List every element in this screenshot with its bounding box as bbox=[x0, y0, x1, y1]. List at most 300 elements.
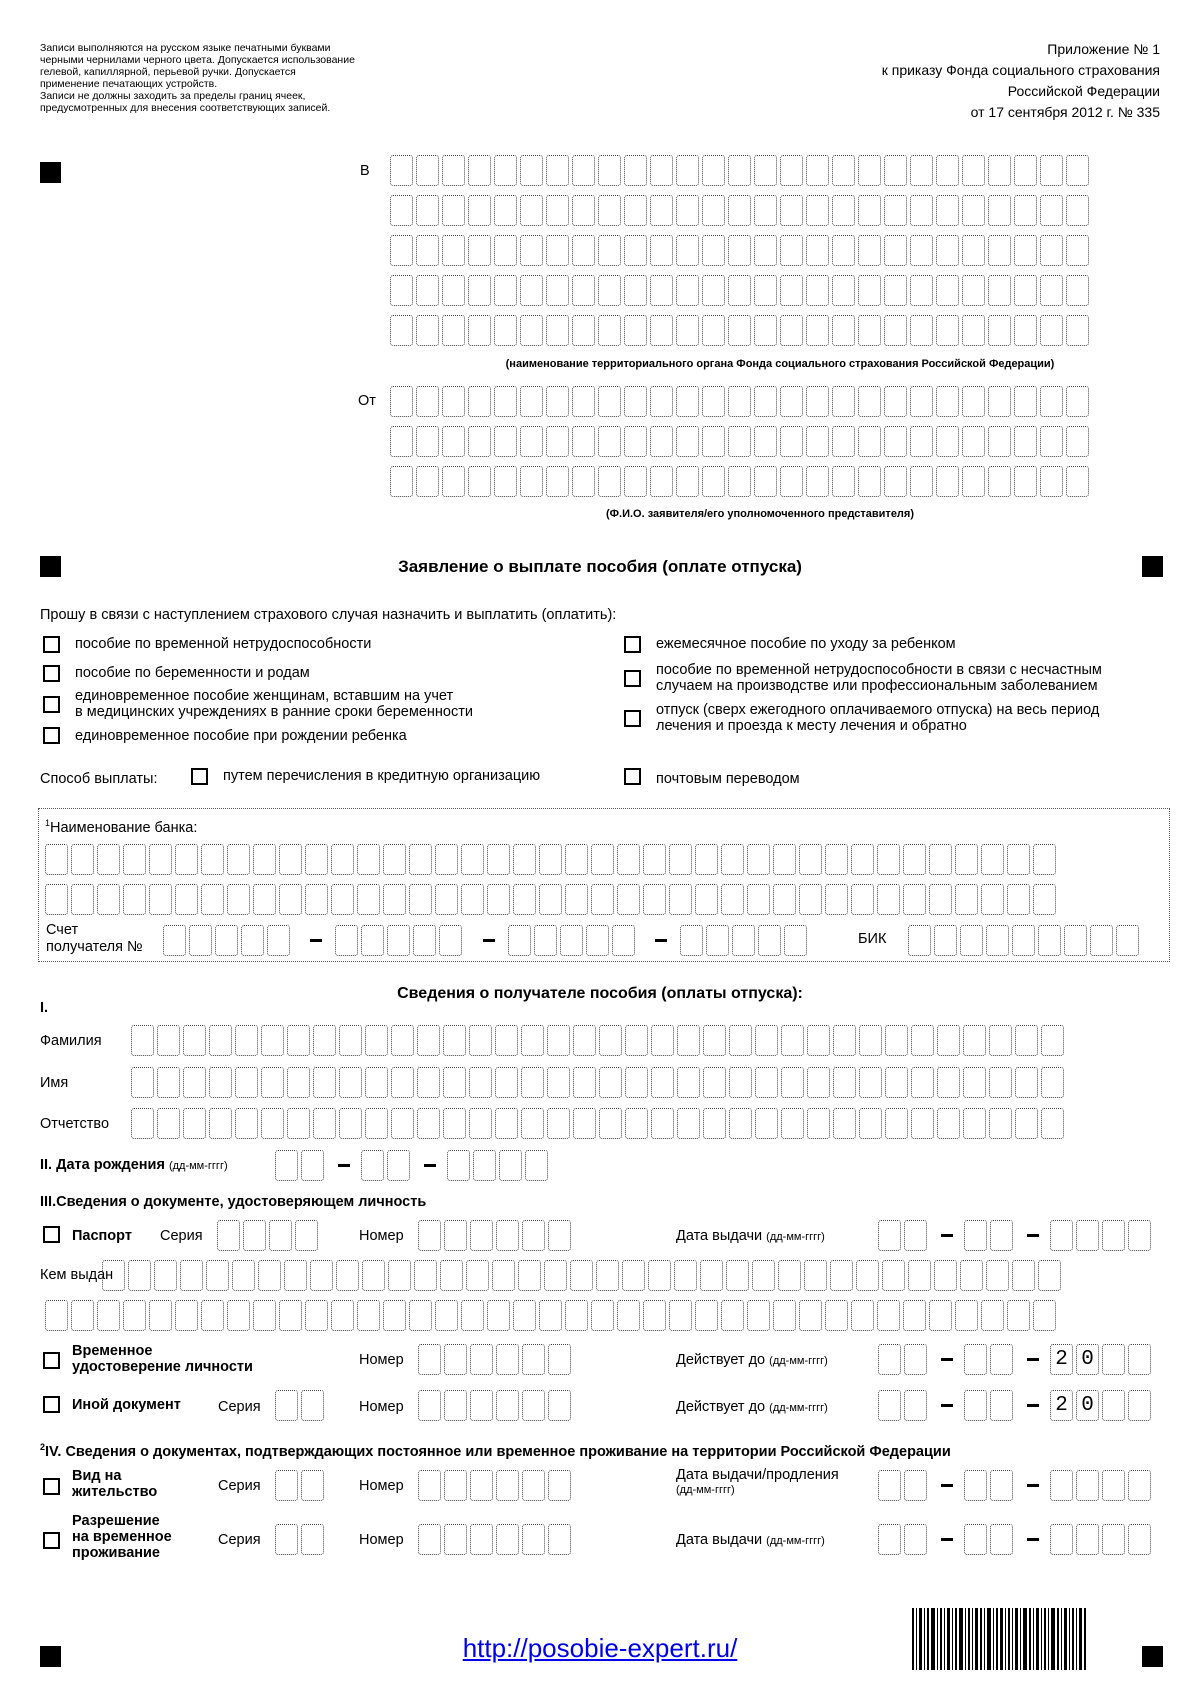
entry-cell[interactable] bbox=[71, 1300, 94, 1331]
entry-cell[interactable] bbox=[964, 1220, 987, 1251]
entry-cell[interactable] bbox=[97, 844, 120, 875]
entry-cell[interactable] bbox=[520, 426, 543, 457]
entry-cell[interactable] bbox=[877, 884, 900, 915]
entry-cell[interactable] bbox=[721, 1300, 744, 1331]
entry-cell[interactable] bbox=[548, 1390, 571, 1421]
passport-date-day[interactable] bbox=[878, 1220, 930, 1251]
entry-cell[interactable] bbox=[522, 1390, 545, 1421]
entry-cell[interactable] bbox=[962, 315, 985, 346]
entry-cell[interactable] bbox=[677, 1067, 700, 1098]
bank-name-row-1[interactable] bbox=[45, 844, 1059, 875]
entry-cell[interactable] bbox=[624, 466, 647, 497]
entry-cell[interactable] bbox=[416, 315, 439, 346]
entry-cell[interactable] bbox=[1066, 155, 1089, 186]
entry-cell[interactable] bbox=[904, 1524, 927, 1555]
entry-cell[interactable] bbox=[754, 195, 777, 226]
entry-cell[interactable] bbox=[1040, 386, 1063, 417]
year-digit[interactable]: 0 bbox=[1076, 1344, 1099, 1375]
temp-permit-checkbox[interactable] bbox=[43, 1532, 60, 1549]
entry-cell[interactable] bbox=[1041, 1025, 1064, 1056]
entry-cell[interactable] bbox=[418, 1344, 441, 1375]
entry-cell[interactable] bbox=[832, 426, 855, 457]
entry-cell[interactable] bbox=[1014, 386, 1037, 417]
entry-cell[interactable] bbox=[1050, 1470, 1073, 1501]
entry-cell[interactable] bbox=[1014, 466, 1037, 497]
entry-cell[interactable] bbox=[780, 315, 803, 346]
entry-cell[interactable] bbox=[806, 386, 829, 417]
other-doc-valid-day[interactable] bbox=[878, 1390, 930, 1421]
entry-cell[interactable] bbox=[780, 235, 803, 266]
entry-cell[interactable] bbox=[676, 235, 699, 266]
entry-cell[interactable] bbox=[624, 275, 647, 306]
entry-cell[interactable] bbox=[413, 925, 436, 956]
entry-cell[interactable] bbox=[442, 426, 465, 457]
entry-cell[interactable] bbox=[1116, 925, 1139, 956]
entry-cell[interactable] bbox=[387, 925, 410, 956]
entry-cell[interactable] bbox=[903, 884, 926, 915]
entry-cell[interactable] bbox=[1015, 1108, 1038, 1139]
footer-link[interactable]: http://posobie-expert.ru/ bbox=[462, 1633, 738, 1663]
entry-cell[interactable] bbox=[754, 315, 777, 346]
entry-cell[interactable] bbox=[409, 1300, 432, 1331]
entry-cell[interactable] bbox=[443, 1025, 466, 1056]
entry-cell[interactable] bbox=[702, 235, 725, 266]
entry-cell[interactable] bbox=[747, 884, 770, 915]
entry-cell[interactable] bbox=[904, 1390, 927, 1421]
entry-cell[interactable] bbox=[755, 1025, 778, 1056]
entry-cell[interactable] bbox=[832, 386, 855, 417]
entry-cell[interactable] bbox=[988, 466, 1011, 497]
entry-cell[interactable] bbox=[799, 1300, 822, 1331]
entry-cell[interactable] bbox=[778, 1260, 801, 1291]
entry-cell[interactable] bbox=[495, 1025, 518, 1056]
entry-cell[interactable] bbox=[496, 1344, 519, 1375]
entry-cell[interactable] bbox=[45, 844, 68, 875]
entry-cell[interactable] bbox=[1128, 1220, 1151, 1251]
entry-cell[interactable] bbox=[227, 884, 250, 915]
entry-cell[interactable] bbox=[468, 275, 491, 306]
entry-cell[interactable] bbox=[227, 1300, 250, 1331]
entry-cell[interactable] bbox=[752, 1260, 775, 1291]
entry-cell[interactable] bbox=[676, 155, 699, 186]
entry-cell[interactable] bbox=[910, 235, 933, 266]
entry-cell[interactable] bbox=[495, 1108, 518, 1139]
entry-cell[interactable] bbox=[989, 1025, 1012, 1056]
entry-cell[interactable] bbox=[1066, 466, 1089, 497]
entry-cell[interactable] bbox=[390, 155, 413, 186]
birth-day[interactable] bbox=[275, 1150, 327, 1181]
entry-cell[interactable] bbox=[258, 1260, 281, 1291]
entry-cell[interactable] bbox=[832, 315, 855, 346]
entry-cell[interactable] bbox=[885, 1067, 908, 1098]
entry-cell[interactable] bbox=[781, 1025, 804, 1056]
entry-cell[interactable] bbox=[499, 1150, 522, 1181]
entry-cell[interactable] bbox=[301, 1390, 324, 1421]
entry-cell[interactable] bbox=[1128, 1470, 1151, 1501]
entry-cell[interactable] bbox=[1033, 844, 1056, 875]
entry-cell[interactable] bbox=[565, 844, 588, 875]
entry-cell[interactable] bbox=[884, 155, 907, 186]
entry-cell[interactable] bbox=[598, 426, 621, 457]
entry-cell[interactable] bbox=[911, 1025, 934, 1056]
entry-cell[interactable] bbox=[625, 1108, 648, 1139]
entry-cell[interactable] bbox=[1040, 195, 1063, 226]
entry-cell[interactable] bbox=[806, 235, 829, 266]
entry-cell[interactable] bbox=[729, 1067, 752, 1098]
entry-cell[interactable] bbox=[884, 195, 907, 226]
name-input[interactable] bbox=[131, 1067, 1067, 1098]
from-row-3[interactable] bbox=[390, 466, 1092, 497]
entry-cell[interactable] bbox=[643, 884, 666, 915]
entry-cell[interactable] bbox=[806, 275, 829, 306]
entry-cell[interactable] bbox=[157, 1025, 180, 1056]
entry-cell[interactable] bbox=[825, 884, 848, 915]
entry-cell[interactable] bbox=[416, 195, 439, 226]
entry-cell[interactable] bbox=[754, 275, 777, 306]
entry-cell[interactable] bbox=[461, 1300, 484, 1331]
entry-cell[interactable] bbox=[962, 155, 985, 186]
entry-cell[interactable] bbox=[547, 1025, 570, 1056]
year-digit[interactable]: 2 bbox=[1050, 1344, 1073, 1375]
benefit-checkbox-work-accident[interactable] bbox=[624, 670, 641, 687]
entry-cell[interactable] bbox=[547, 1108, 570, 1139]
account-group-1[interactable] bbox=[163, 925, 293, 956]
entry-cell[interactable] bbox=[617, 1300, 640, 1331]
entry-cell[interactable] bbox=[383, 844, 406, 875]
entry-cell[interactable] bbox=[468, 195, 491, 226]
entry-cell[interactable] bbox=[1090, 925, 1113, 956]
entry-cell[interactable] bbox=[669, 884, 692, 915]
entry-cell[interactable] bbox=[209, 1067, 232, 1098]
entry-cell[interactable] bbox=[417, 1108, 440, 1139]
entry-cell[interactable] bbox=[1040, 235, 1063, 266]
entry-cell[interactable] bbox=[964, 1524, 987, 1555]
residence-date-year[interactable] bbox=[1050, 1470, 1154, 1501]
year-digit[interactable] bbox=[1128, 1344, 1151, 1375]
temp-permit-number-input[interactable] bbox=[418, 1524, 574, 1555]
entry-cell[interactable] bbox=[468, 466, 491, 497]
entry-cell[interactable] bbox=[444, 1524, 467, 1555]
entry-cell[interactable] bbox=[598, 155, 621, 186]
entry-cell[interactable] bbox=[754, 235, 777, 266]
entry-cell[interactable] bbox=[444, 1344, 467, 1375]
entry-cell[interactable] bbox=[624, 155, 647, 186]
entry-cell[interactable] bbox=[301, 1470, 324, 1501]
entry-cell[interactable] bbox=[525, 1150, 548, 1181]
entry-cell[interactable] bbox=[598, 195, 621, 226]
entry-cell[interactable] bbox=[442, 386, 465, 417]
entry-cell[interactable] bbox=[468, 315, 491, 346]
entry-cell[interactable] bbox=[390, 386, 413, 417]
entry-cell[interactable] bbox=[858, 235, 881, 266]
entry-cell[interactable] bbox=[773, 1300, 796, 1331]
entry-cell[interactable] bbox=[674, 1260, 697, 1291]
entry-cell[interactable] bbox=[365, 1025, 388, 1056]
entry-cell[interactable] bbox=[201, 844, 224, 875]
payment-post-checkbox[interactable] bbox=[624, 768, 641, 785]
entry-cell[interactable] bbox=[676, 426, 699, 457]
entry-cell[interactable] bbox=[903, 844, 926, 875]
entry-cell[interactable] bbox=[253, 844, 276, 875]
residence-date-month[interactable] bbox=[964, 1470, 1016, 1501]
entry-cell[interactable] bbox=[856, 1260, 879, 1291]
entry-cell[interactable] bbox=[878, 1524, 901, 1555]
entry-cell[interactable] bbox=[981, 1300, 1004, 1331]
entry-cell[interactable] bbox=[287, 1067, 310, 1098]
entry-cell[interactable] bbox=[989, 1067, 1012, 1098]
entry-cell[interactable] bbox=[468, 426, 491, 457]
entry-cell[interactable] bbox=[131, 1108, 154, 1139]
entry-cell[interactable] bbox=[1012, 1260, 1035, 1291]
entry-cell[interactable] bbox=[206, 1260, 229, 1291]
entry-cell[interactable] bbox=[520, 315, 543, 346]
entry-cell[interactable] bbox=[988, 386, 1011, 417]
entry-cell[interactable] bbox=[383, 1300, 406, 1331]
temp-permit-date-day[interactable] bbox=[878, 1524, 930, 1555]
entry-cell[interactable] bbox=[929, 1300, 952, 1331]
entry-cell[interactable] bbox=[936, 466, 959, 497]
entry-cell[interactable] bbox=[677, 1025, 700, 1056]
entry-cell[interactable] bbox=[1014, 195, 1037, 226]
entry-cell[interactable] bbox=[416, 235, 439, 266]
entry-cell[interactable] bbox=[496, 1470, 519, 1501]
entry-cell[interactable] bbox=[546, 195, 569, 226]
entry-cell[interactable] bbox=[470, 1524, 493, 1555]
entry-cell[interactable] bbox=[754, 155, 777, 186]
entry-cell[interactable] bbox=[990, 1344, 1013, 1375]
entry-cell[interactable] bbox=[981, 844, 1004, 875]
entry-cell[interactable] bbox=[586, 925, 609, 956]
benefit-checkbox-birth[interactable] bbox=[43, 727, 60, 744]
entry-cell[interactable] bbox=[546, 155, 569, 186]
entry-cell[interactable] bbox=[444, 1220, 467, 1251]
entry-cell[interactable] bbox=[253, 1300, 276, 1331]
entry-cell[interactable] bbox=[1040, 155, 1063, 186]
entry-cell[interactable] bbox=[807, 1067, 830, 1098]
entry-cell[interactable] bbox=[1007, 884, 1030, 915]
entry-cell[interactable] bbox=[650, 386, 673, 417]
entry-cell[interactable] bbox=[1066, 195, 1089, 226]
entry-cell[interactable] bbox=[728, 315, 751, 346]
entry-cell[interactable] bbox=[439, 925, 462, 956]
entry-cell[interactable] bbox=[149, 884, 172, 915]
entry-cell[interactable] bbox=[702, 195, 725, 226]
entry-cell[interactable] bbox=[468, 235, 491, 266]
temp-id-valid-day[interactable] bbox=[878, 1344, 930, 1375]
entry-cell[interactable] bbox=[362, 1260, 385, 1291]
entry-cell[interactable] bbox=[780, 466, 803, 497]
to-row-4[interactable] bbox=[390, 275, 1092, 306]
entry-cell[interactable] bbox=[990, 1390, 1013, 1421]
entry-cell[interactable] bbox=[331, 844, 354, 875]
entry-cell[interactable] bbox=[591, 884, 614, 915]
entry-cell[interactable] bbox=[409, 884, 432, 915]
entry-cell[interactable] bbox=[936, 386, 959, 417]
year-digit[interactable]: 2 bbox=[1050, 1390, 1073, 1421]
entry-cell[interactable] bbox=[884, 466, 907, 497]
entry-cell[interactable] bbox=[572, 466, 595, 497]
passport-date-month[interactable] bbox=[964, 1220, 1016, 1251]
entry-cell[interactable] bbox=[539, 1300, 562, 1331]
entry-cell[interactable] bbox=[175, 884, 198, 915]
entry-cell[interactable] bbox=[990, 1524, 1013, 1555]
temp-id-valid-year[interactable] bbox=[1050, 1344, 1154, 1375]
entry-cell[interactable] bbox=[934, 1260, 957, 1291]
entry-cell[interactable] bbox=[988, 155, 1011, 186]
entry-cell[interactable] bbox=[702, 466, 725, 497]
entry-cell[interactable] bbox=[1050, 1220, 1073, 1251]
entry-cell[interactable] bbox=[910, 195, 933, 226]
entry-cell[interactable] bbox=[773, 884, 796, 915]
entry-cell[interactable] bbox=[494, 275, 517, 306]
entry-cell[interactable] bbox=[858, 315, 881, 346]
temp-permit-date-month[interactable] bbox=[964, 1524, 1016, 1555]
benefit-checkbox-temp-disability[interactable] bbox=[43, 636, 60, 653]
entry-cell[interactable] bbox=[598, 386, 621, 417]
entry-cell[interactable] bbox=[572, 386, 595, 417]
entry-cell[interactable] bbox=[180, 1260, 203, 1291]
entry-cell[interactable] bbox=[548, 1524, 571, 1555]
entry-cell[interactable] bbox=[522, 1524, 545, 1555]
entry-cell[interactable] bbox=[520, 386, 543, 417]
bik-input[interactable] bbox=[908, 925, 1142, 956]
entry-cell[interactable] bbox=[878, 1344, 901, 1375]
entry-cell[interactable] bbox=[443, 1108, 466, 1139]
entry-cell[interactable] bbox=[313, 1025, 336, 1056]
entry-cell[interactable] bbox=[279, 1300, 302, 1331]
entry-cell[interactable] bbox=[754, 426, 777, 457]
passport-number-input[interactable] bbox=[418, 1220, 574, 1251]
entry-cell[interactable] bbox=[911, 1108, 934, 1139]
entry-cell[interactable] bbox=[287, 1025, 310, 1056]
entry-cell[interactable] bbox=[858, 275, 881, 306]
entry-cell[interactable] bbox=[754, 386, 777, 417]
entry-cell[interactable] bbox=[988, 315, 1011, 346]
entry-cell[interactable] bbox=[235, 1108, 258, 1139]
entry-cell[interactable] bbox=[910, 155, 933, 186]
bank-name-row-2[interactable] bbox=[45, 884, 1059, 915]
entry-cell[interactable] bbox=[444, 1470, 467, 1501]
entry-cell[interactable] bbox=[908, 925, 931, 956]
benefit-checkbox-childcare[interactable] bbox=[624, 636, 641, 653]
entry-cell[interactable] bbox=[546, 235, 569, 266]
entry-cell[interactable] bbox=[417, 1025, 440, 1056]
entry-cell[interactable] bbox=[882, 1260, 905, 1291]
entry-cell[interactable] bbox=[494, 195, 517, 226]
entry-cell[interactable] bbox=[780, 155, 803, 186]
entry-cell[interactable] bbox=[301, 1524, 324, 1555]
entry-cell[interactable] bbox=[570, 1260, 593, 1291]
entry-cell[interactable] bbox=[990, 1220, 1013, 1251]
entry-cell[interactable] bbox=[598, 275, 621, 306]
entry-cell[interactable] bbox=[565, 1300, 588, 1331]
entry-cell[interactable] bbox=[513, 844, 536, 875]
entry-cell[interactable] bbox=[598, 315, 621, 346]
entry-cell[interactable] bbox=[799, 844, 822, 875]
entry-cell[interactable] bbox=[833, 1067, 856, 1098]
entry-cell[interactable] bbox=[624, 195, 647, 226]
entry-cell[interactable] bbox=[435, 884, 458, 915]
entry-cell[interactable] bbox=[494, 155, 517, 186]
entry-cell[interactable] bbox=[1007, 844, 1030, 875]
entry-cell[interactable] bbox=[677, 1108, 700, 1139]
entry-cell[interactable] bbox=[832, 275, 855, 306]
entry-cell[interactable] bbox=[241, 925, 264, 956]
entry-cell[interactable] bbox=[275, 1524, 298, 1555]
entry-cell[interactable] bbox=[496, 1524, 519, 1555]
entry-cell[interactable] bbox=[183, 1025, 206, 1056]
entry-cell[interactable] bbox=[910, 466, 933, 497]
entry-cell[interactable] bbox=[806, 426, 829, 457]
entry-cell[interactable] bbox=[539, 884, 562, 915]
entry-cell[interactable] bbox=[544, 1260, 567, 1291]
from-row-2[interactable] bbox=[390, 426, 1092, 457]
entry-cell[interactable] bbox=[964, 1470, 987, 1501]
temp-id-number-input[interactable] bbox=[418, 1344, 574, 1375]
entry-cell[interactable] bbox=[45, 1300, 68, 1331]
entry-cell[interactable] bbox=[986, 1260, 1009, 1291]
entry-cell[interactable] bbox=[858, 466, 881, 497]
entry-cell[interactable] bbox=[624, 235, 647, 266]
entry-cell[interactable] bbox=[728, 195, 751, 226]
entry-cell[interactable] bbox=[336, 1260, 359, 1291]
entry-cell[interactable] bbox=[962, 195, 985, 226]
entry-cell[interactable] bbox=[495, 1067, 518, 1098]
entry-cell[interactable] bbox=[806, 155, 829, 186]
entry-cell[interactable] bbox=[702, 426, 725, 457]
entry-cell[interactable] bbox=[149, 844, 172, 875]
entry-cell[interactable] bbox=[643, 844, 666, 875]
entry-cell[interactable] bbox=[676, 466, 699, 497]
entry-cell[interactable] bbox=[383, 884, 406, 915]
entry-cell[interactable] bbox=[878, 1220, 901, 1251]
other-doc-valid-month[interactable] bbox=[964, 1390, 1016, 1421]
entry-cell[interactable] bbox=[513, 1300, 536, 1331]
entry-cell[interactable] bbox=[175, 844, 198, 875]
entry-cell[interactable] bbox=[624, 386, 647, 417]
entry-cell[interactable] bbox=[416, 466, 439, 497]
entry-cell[interactable] bbox=[929, 844, 952, 875]
entry-cell[interactable] bbox=[487, 884, 510, 915]
entry-cell[interactable] bbox=[287, 1108, 310, 1139]
entry-cell[interactable] bbox=[904, 1344, 927, 1375]
temp-permit-date-year[interactable] bbox=[1050, 1524, 1154, 1555]
entry-cell[interactable] bbox=[310, 1260, 333, 1291]
entry-cell[interactable] bbox=[851, 884, 874, 915]
entry-cell[interactable] bbox=[885, 1108, 908, 1139]
entry-cell[interactable] bbox=[964, 1390, 987, 1421]
entry-cell[interactable] bbox=[625, 1025, 648, 1056]
entry-cell[interactable] bbox=[444, 1390, 467, 1421]
entry-cell[interactable] bbox=[884, 235, 907, 266]
entry-cell[interactable] bbox=[598, 466, 621, 497]
entry-cell[interactable] bbox=[494, 426, 517, 457]
entry-cell[interactable] bbox=[617, 884, 640, 915]
entry-cell[interactable] bbox=[830, 1260, 853, 1291]
entry-cell[interactable] bbox=[339, 1067, 362, 1098]
entry-cell[interactable] bbox=[784, 925, 807, 956]
entry-cell[interactable] bbox=[388, 1260, 411, 1291]
entry-cell[interactable] bbox=[960, 1260, 983, 1291]
entry-cell[interactable] bbox=[936, 315, 959, 346]
entry-cell[interactable] bbox=[988, 426, 1011, 457]
entry-cell[interactable] bbox=[416, 386, 439, 417]
entry-cell[interactable] bbox=[390, 315, 413, 346]
entry-cell[interactable] bbox=[361, 925, 384, 956]
entry-cell[interactable] bbox=[102, 1260, 125, 1291]
entry-cell[interactable] bbox=[546, 275, 569, 306]
other-doc-valid-year[interactable] bbox=[1050, 1390, 1154, 1421]
